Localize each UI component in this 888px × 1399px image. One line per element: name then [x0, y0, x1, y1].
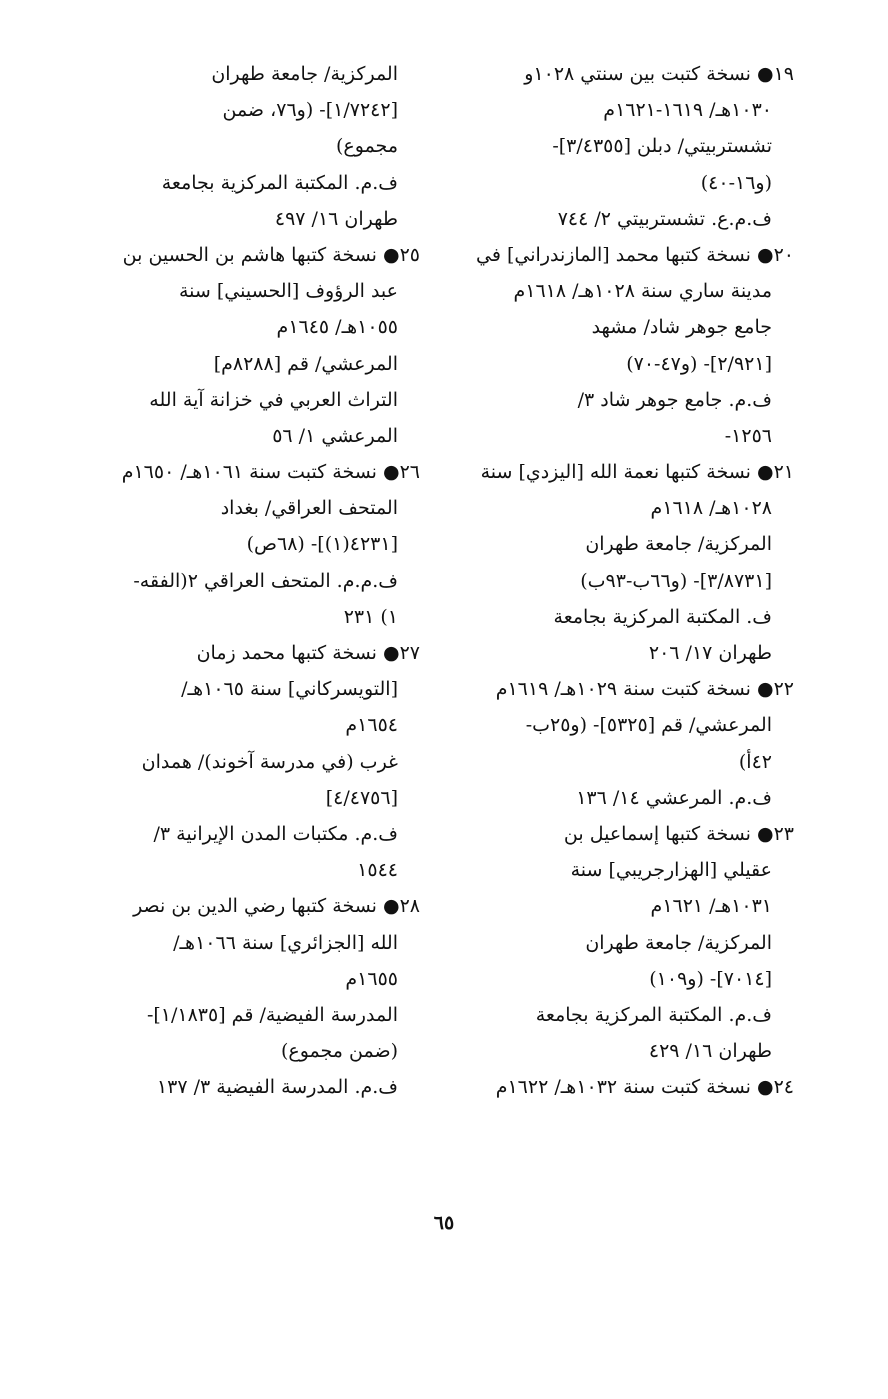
entry-text-line: ١) ٢٣١ — [343, 605, 398, 628]
entry-text-line: طهران ١٦/ ٤٩٧ — [274, 207, 398, 230]
entry-text-line: المتحف العراقي/ بغداد — [220, 497, 398, 520]
entry-text-line: ف. المكتبة المركزية بجامعة — [553, 605, 772, 628]
entry-text-line: [٧٠١٤]- (و١٠٩) — [649, 967, 772, 990]
entry-text-line: التراث العربي في خزانة آية الله — [149, 388, 398, 411]
entry-text-line: ف.م.ع. تشستربيتي ٢/ ٧٤٤ — [557, 207, 772, 230]
entry-heading-line: ٢٥● نسخة كتبها هاشم بن الحسين بن — [122, 243, 420, 266]
entry-text-line: المدرسة الفيضية/ قم [١/١٨٣٥]- — [146, 1003, 398, 1026]
entry-text-line: [٤/٤٧٥٦] — [325, 786, 398, 809]
entry-text-line: ف.م. المكتبة المركزية بجامعة — [535, 1003, 772, 1026]
page-number: ٦٥ — [433, 1212, 455, 1234]
entry-heading-line: ٢٢● نسخة كتبت سنة ١٠٢٩هـ/ ١٦١٩م — [495, 678, 794, 701]
entry-text-line: ف.م. المدرسة الفيضية ٣/ ١٣٧ — [156, 1076, 398, 1099]
entry-text-line: غرب (في مدرسة آخوند)/ همدان — [141, 750, 398, 773]
entry-text-line: المرعشي/ قم [٥٣٢٥]- (و٢٥ب- — [525, 714, 772, 737]
entry-text-line: مجموع) — [336, 135, 398, 158]
entry-text-line: ف.م. المكتبة المركزية بجامعة — [161, 171, 398, 194]
entry-text-line: [التويسركاني] سنة ١٠٦٥هـ/ — [181, 678, 398, 701]
entry-text-line: المرعشي ١/ ٥٦ — [272, 424, 398, 447]
entry-text-line: ف.م. جامع جوهر شاد ٣/ — [577, 388, 772, 411]
entry-text-line: جامع جوهر شاد/ مشهد — [591, 316, 772, 339]
entry-heading-line: ١٩● نسخة كتبت بين سنتي ١٠٢٨و — [524, 63, 794, 85]
entry-text-line: ١٠٥٥هـ/ ١٦٤٥م — [276, 316, 398, 339]
entry-heading-line: ٢١● نسخة كتبها نعمة الله [اليزدي] سنة — [480, 461, 794, 484]
entry-text-line: ١٦٥٥م — [345, 967, 398, 990]
entry-text-line: [٣/٨٧٣١]- (و٦٦ب-٩٣ب) — [580, 569, 772, 592]
entry-text-line: المركزية/ جامعة طهران — [585, 533, 772, 556]
entry-heading-line: ٢٧● نسخة كتبها محمد زمان — [196, 642, 420, 664]
entry-heading-line: ٢٤● نسخة كتبت سنة ١٠٣٢هـ/ ١٦٢٢م — [495, 1076, 794, 1099]
entry-text-line: (و١٦-٤٠) — [700, 171, 772, 194]
entry-text-line: ١٦٥٤م — [345, 714, 398, 737]
entry-text-line: [١/٧٢٤٢]- (و٧٦، ضمن — [222, 99, 398, 122]
entry-text-line: ٤٢أ) — [738, 750, 772, 773]
entry-text-line: [٤٢٣١(١)]- (٦٨ص) — [246, 533, 398, 556]
entry-text-line: ١٠٣١هـ/ ١٦٢١م — [650, 895, 772, 918]
entry-text-line: ف.م.م. المتحف العراقي ٢(الفقه- — [133, 569, 398, 592]
entry-heading-line: ٢٠● نسخة كتبها محمد [المازندراني] في — [476, 243, 794, 266]
entry-text-line: ١٢٥٦- — [724, 424, 772, 447]
entry-text-line: عقيلي [الهزارجريبي] سنة — [570, 859, 772, 882]
entry-text-line: ف.م. مكتبات المدن الإيرانية ٣/ — [153, 822, 398, 845]
entry-text-line: طهران ١٦/ ٤٢٩ — [648, 1040, 772, 1063]
entry-text-line: تشستربيتي/ دبلن [٣/٤٣٥٥]- — [552, 135, 772, 158]
entry-text-line: ١٠٢٨هـ/ ١٦١٨م — [650, 497, 772, 520]
entry-heading-line: ٢٦● نسخة كتبت سنة ١٠٦١هـ/ ١٦٥٠م — [121, 461, 420, 484]
entry-text-line: ف.م. المرعشي ١٤/ ١٣٦ — [576, 786, 772, 809]
entry-text-line: طهران ١٧/ ٢٠٦ — [648, 642, 772, 664]
entry-text-line: عبد الرؤوف [الحسيني] سنة — [178, 280, 398, 303]
entry-heading-line: ٢٨● نسخة كتبها رضي الدين بن نصر — [133, 895, 420, 918]
entry-text-line: المركزية/ جامعة طهران — [211, 63, 398, 85]
entry-text-line: ١٠٣٠هـ/ ١٦١٩-١٦٢١م — [603, 99, 772, 122]
entry-text-line: (ضمن مجموع) — [280, 1040, 398, 1063]
entry-text-line: المركزية/ جامعة طهران — [585, 931, 772, 954]
entry-text-line: مدينة ساري سنة ١٠٢٨هـ/ ١٦١٨م — [513, 280, 772, 303]
entry-text-line: الله [الجزائري] سنة ١٠٦٦هـ/ — [173, 931, 398, 954]
entry-text-line: المرعشي/ قم [٨٢٨٨م] — [213, 352, 398, 375]
left-column — [68, 56, 420, 1105]
right-column — [452, 56, 794, 1105]
entry-heading-line: ٢٣● نسخة كتبها إسماعيل بن — [563, 822, 794, 845]
entry-text-line: ١٥٤٤ — [357, 859, 398, 882]
entry-text-line: [٢/٩٢١]- (و٤٧-٧٠) — [626, 352, 772, 375]
